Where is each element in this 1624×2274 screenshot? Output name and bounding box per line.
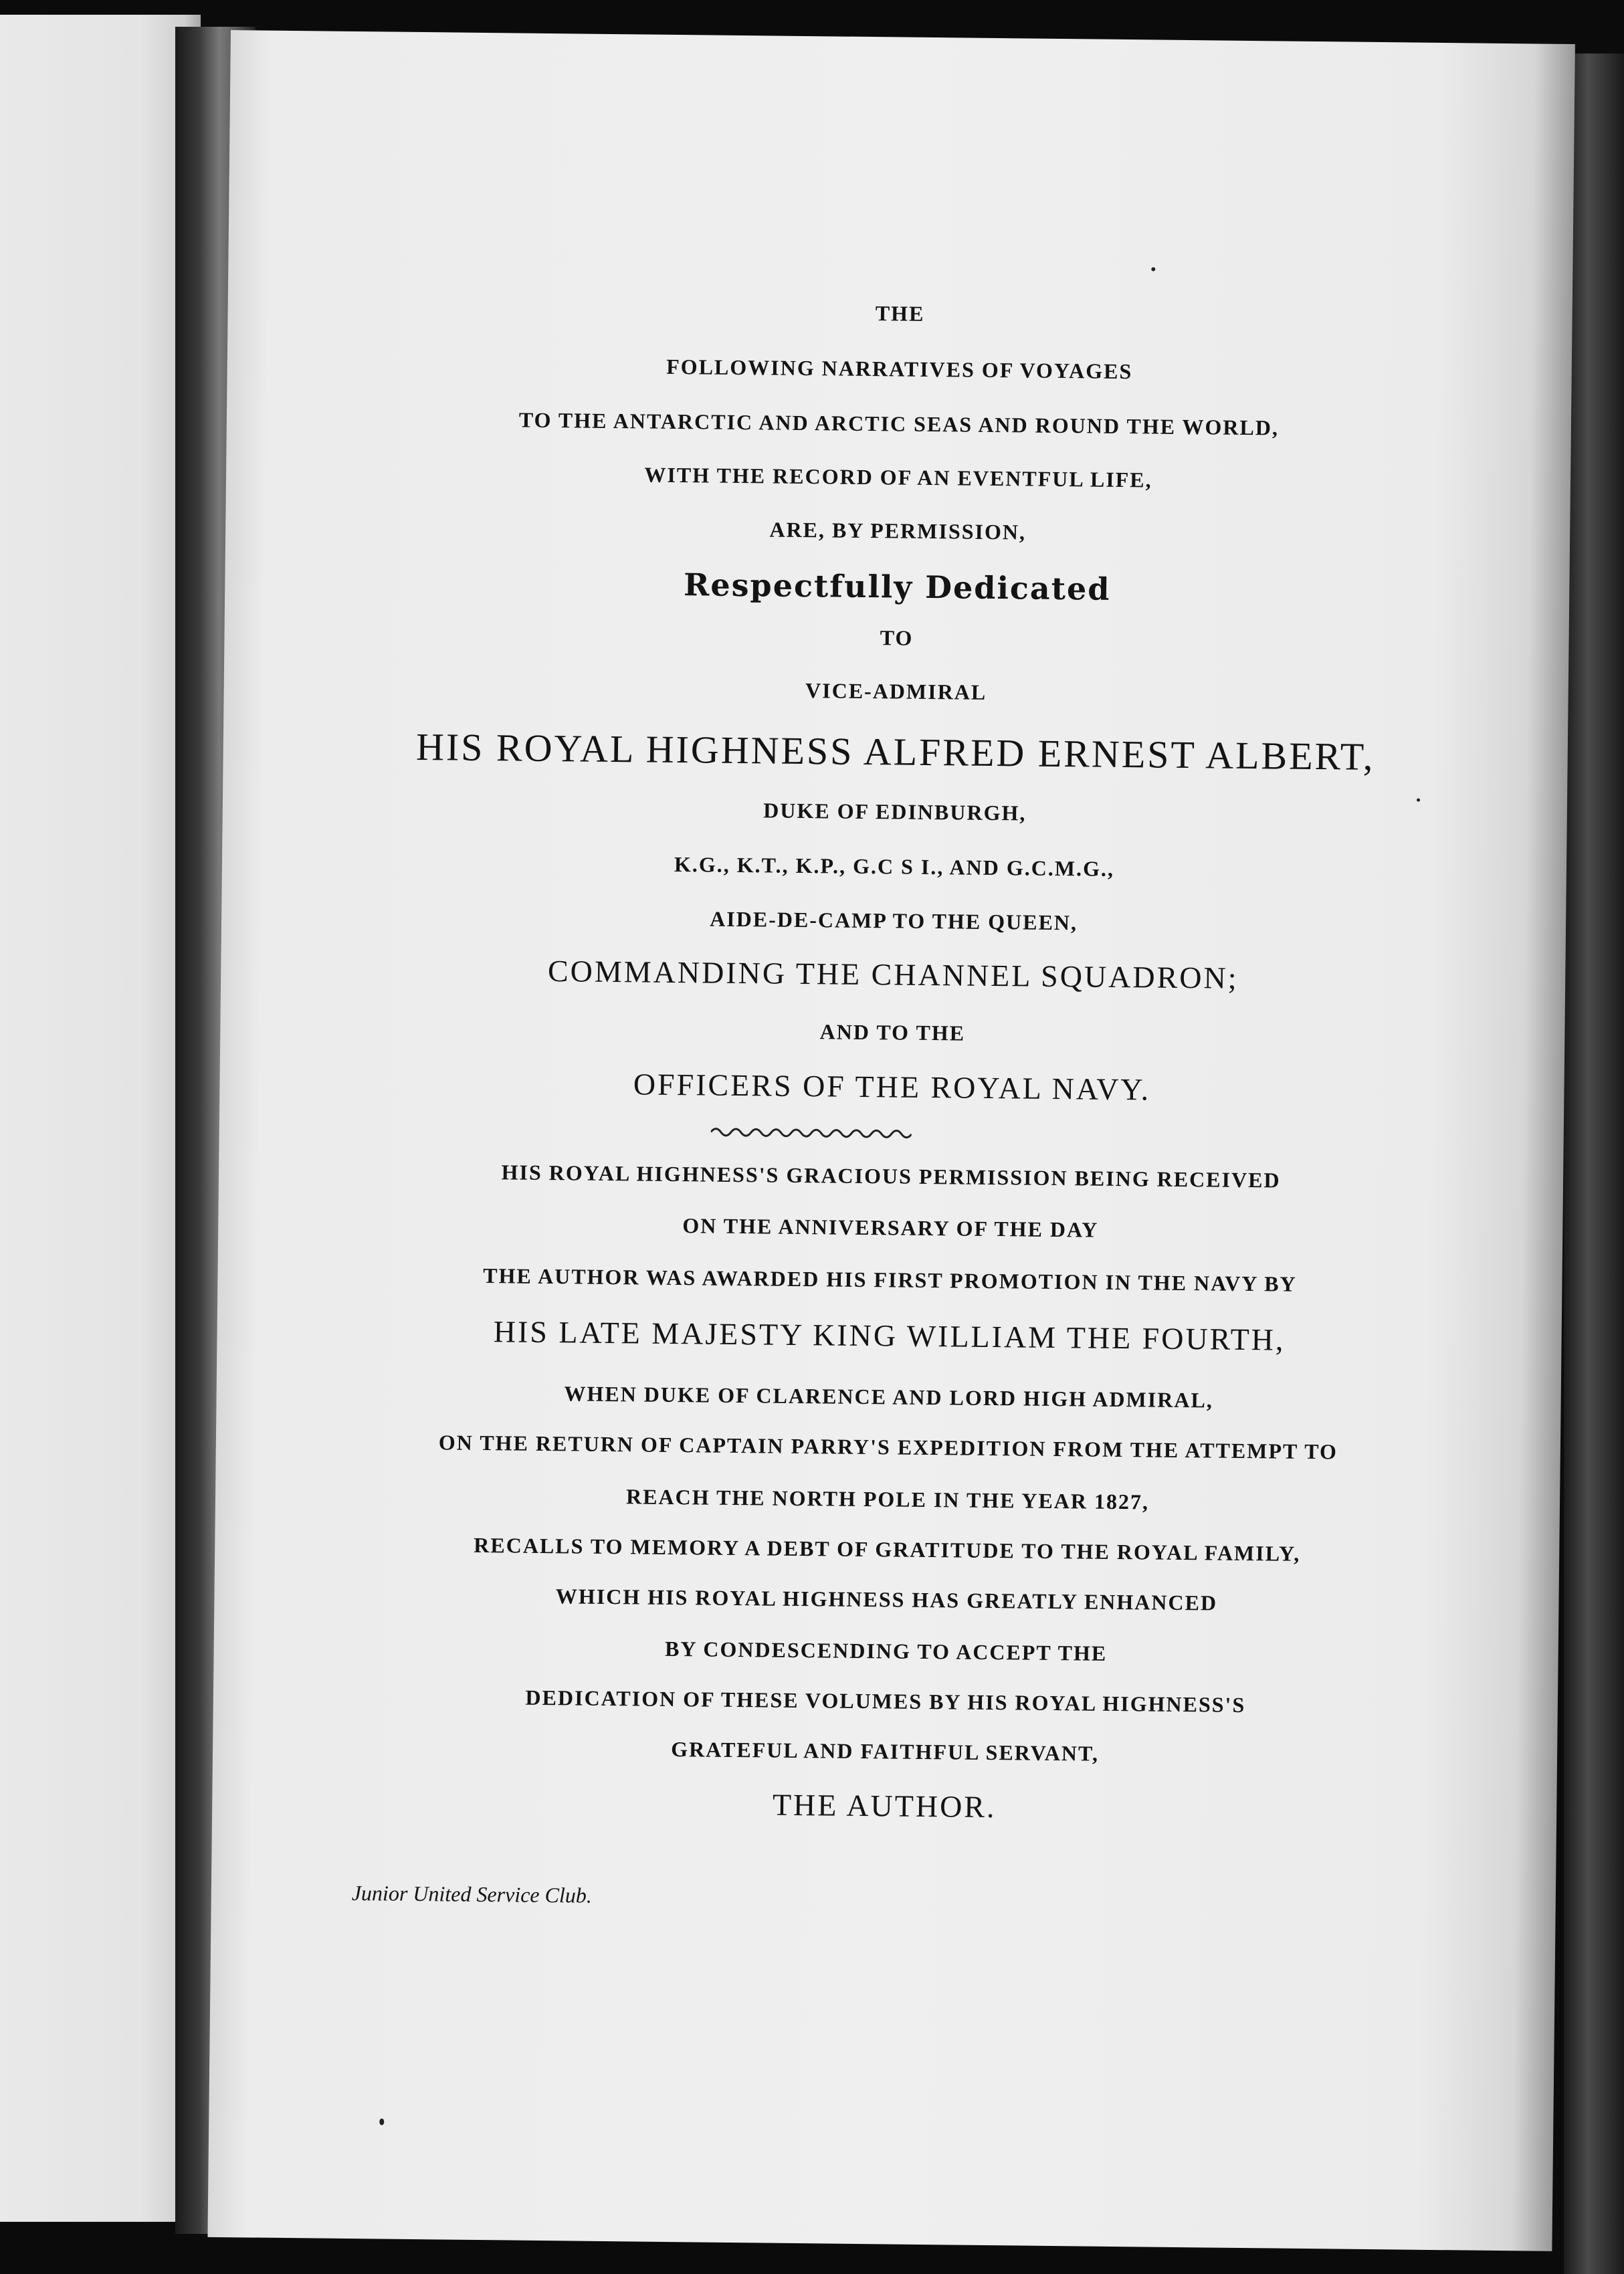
dedication-line-narratives: FOLLOWING NARRATIVES OF VOYAGES	[666, 354, 1133, 384]
note-line-north-pole: REACH THE NORTH POLE IN THE YEAR 1827,	[625, 1484, 1150, 1514]
dedication-line-respectfully-dedicated: Respectfully Dedicated	[683, 566, 1111, 607]
note-line-condescending: BY CONDESCENDING TO ACCEPT THE	[664, 1636, 1108, 1665]
note-line-servant: GRATEFUL AND FAITHFUL SERVANT,	[671, 1737, 1100, 1766]
dedication-line-and-to-the: AND TO THE	[819, 1019, 966, 1045]
left-page	[0, 15, 201, 2222]
dedication-line-prince-name: HIS ROYAL HIGHNESS ALFRED ERNEST ALBERT,	[415, 724, 1375, 779]
note-line-permission: HIS ROYAL HIGHNESS'S GRACIOUS PERMISSION BEING RECEIVED	[501, 1160, 1281, 1193]
dedication-page	[207, 30, 1575, 2251]
dedication-line-to: TO	[880, 625, 914, 650]
dedication-line-channel-squadron: COMMANDING THE CHANNEL SQUADRON;	[547, 954, 1239, 995]
dedication-line-the: THE	[875, 301, 925, 326]
scan-speck	[1417, 799, 1420, 802]
wavy-rule-ornament	[711, 1122, 912, 1144]
place-line-club: Junior United Service Club.	[351, 1881, 593, 1907]
note-signature-author: THE AUTHOR.	[772, 1787, 997, 1825]
dedication-line-permission: ARE, BY PERMISSION,	[769, 517, 1027, 544]
dedication-line-officers: OFFICERS OF THE ROYAL NAVY.	[633, 1067, 1151, 1107]
note-line-promotion: THE AUTHOR WAS AWARDED HIS FIRST PROMOTION IN THE NAVY BY	[483, 1263, 1297, 1296]
note-line-clarence: WHEN DUKE OF CLARENCE AND LORD HIGH ADMIRAL,	[564, 1381, 1214, 1413]
dedication-line-aide-de-camp: AIDE-DE-CAMP TO THE QUEEN,	[710, 906, 1078, 935]
note-line-enhanced: WHICH HIS ROYAL HIGHNESS HAS GREATLY ENHANCED	[555, 1584, 1218, 1615]
note-line-dedication-volumes: DEDICATION OF THESE VOLUMES BY HIS ROYAL HIGHNESS'S	[525, 1685, 1246, 1718]
dedication-line-duke: DUKE OF EDINBURGH,	[763, 798, 1027, 825]
note-line-gratitude: RECALLS TO MEMORY A DEBT OF GRATITUDE TO THE ROYAL FAMILY,	[474, 1532, 1301, 1566]
dedication-line-vice-admiral: VICE-ADMIRAL	[805, 678, 987, 704]
note-line-king-william: HIS LATE MAJESTY KING WILLIAM THE FOURTH,	[493, 1314, 1286, 1357]
dedication-line-honours: K.G., K.T., K.P., G.C S I., AND G.C.M.G.,	[674, 852, 1115, 881]
right-page-edge	[1564, 54, 1624, 2274]
scan-speck	[379, 2118, 384, 2125]
note-line-parry-expedition: ON THE RETURN OF CAPTAIN PARRY'S EXPEDITION FROM THE ATTEMPT TO	[438, 1430, 1338, 1464]
dedication-line-record: WITH THE RECORD OF AN EVENTFUL LIFE,	[644, 462, 1152, 492]
note-line-anniversary: ON THE ANNIVERSARY OF THE DAY	[682, 1213, 1099, 1242]
dedication-line-seas: TO THE ANTARCTIC AND ARCTIC SEAS AND ROUND THE WORLD,	[518, 407, 1280, 440]
scan-speck	[1151, 267, 1155, 271]
